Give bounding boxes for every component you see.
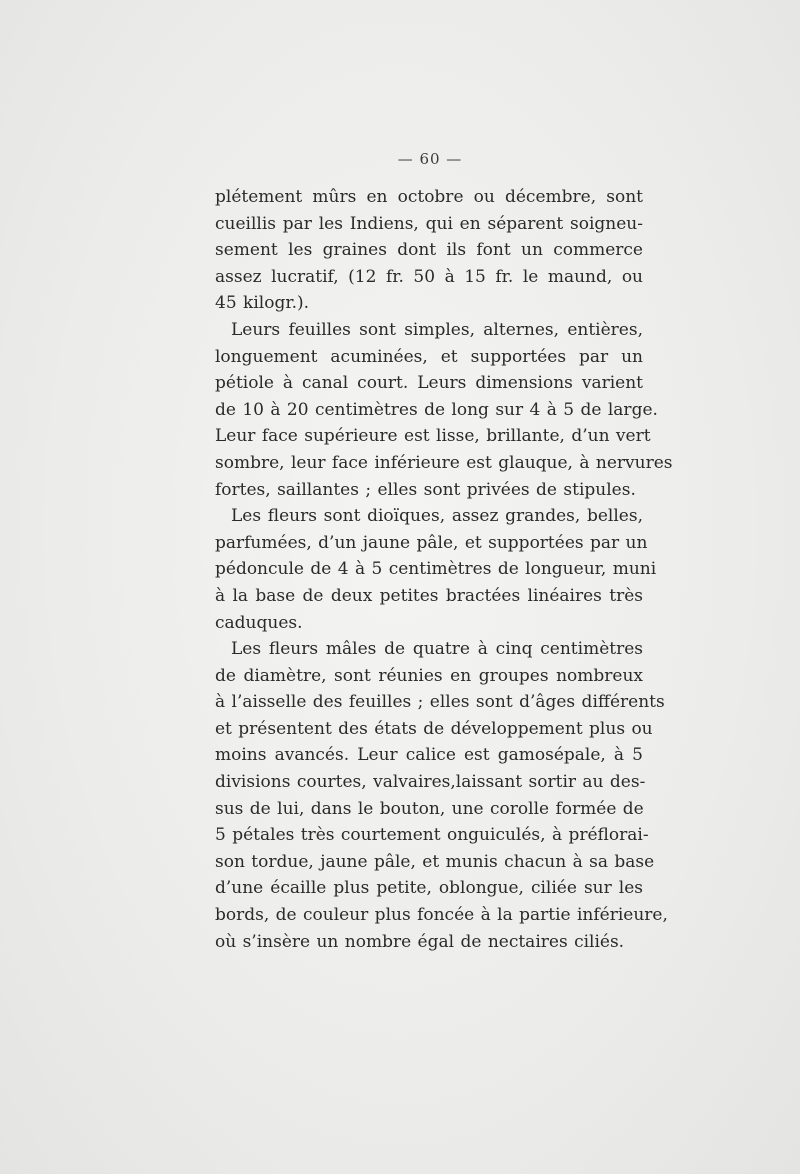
text-line: assez lucratif, (12 fr. 50 à 15 fr. le maund, ou <box>215 266 643 287</box>
text-line: plétement mûrs en octobre ou décembre, sont <box>215 187 643 207</box>
text-line: sus de lui, dans le bouton, une corolle formée de <box>215 798 644 819</box>
text-line: 45 kilogr.). <box>215 293 310 314</box>
text-line: son tordue, jaune pâle, et munis chacun à sa base <box>215 851 655 872</box>
text-line: et présentent des états de développement plus ou <box>215 718 653 739</box>
text-line: pétiole à canal court. Leurs dimensions varient <box>215 373 643 394</box>
text-line: Les fleurs mâles de quatre à cinq centimètres <box>231 639 643 660</box>
text-line: parfumées, d’un jaune pâle, et supportées par un <box>215 532 648 553</box>
page-number: — 60 — <box>397 150 463 168</box>
text-line: à l’aisselle des feuilles ; elles sont d’âges différents <box>215 692 665 713</box>
text-line: sombre, leur face inférieure est glauque, à nervures <box>215 452 673 473</box>
text-line: fortes, saillantes ; elles sont privées de stipules. <box>215 479 636 500</box>
text-line: divisions courtes, valvaires,laissant sortir au des- <box>215 772 646 793</box>
text-line: Leur face supérieure est lisse, brillante, d’un vert <box>215 426 651 447</box>
text-line: moins avancés. Leur calice est gamosépale, à 5 <box>215 745 643 766</box>
text-line: longuement acuminées, et supportées par un <box>215 346 643 367</box>
text-line: à la base de deux petites bractées linéaires très <box>215 585 643 606</box>
text-line: bords, de couleur plus foncée à la partie inférieure, <box>215 905 668 926</box>
body-text <box>215 184 673 955</box>
text-line: pédoncule de 4 à 5 centimètres de longueur, muni <box>215 559 657 580</box>
text-line: d’une écaille plus petite, oblongue, ciliée sur les <box>215 878 643 899</box>
text-line: 5 pétales très courtement onguiculés, à préflorai- <box>215 825 649 846</box>
text-line: Leurs feuilles sont simples, alternes, entières, <box>231 319 643 340</box>
text-line: où s’insère un nombre égal de nectaires ciliés. <box>215 931 625 952</box>
text-line: cueillis par les Indiens, qui en séparent soigneu- <box>215 213 643 234</box>
text-line: caduques. <box>215 612 303 633</box>
text-line: sement les graines dont ils font un commerce <box>215 240 643 261</box>
text-line: de diamètre, sont réunies en groupes nombreux <box>215 665 643 686</box>
text-line: de 10 à 20 centimètres de long sur 4 à 5 de large. <box>215 399 658 420</box>
text-line: Les fleurs sont dioïques, assez grandes, belles, <box>231 506 643 527</box>
